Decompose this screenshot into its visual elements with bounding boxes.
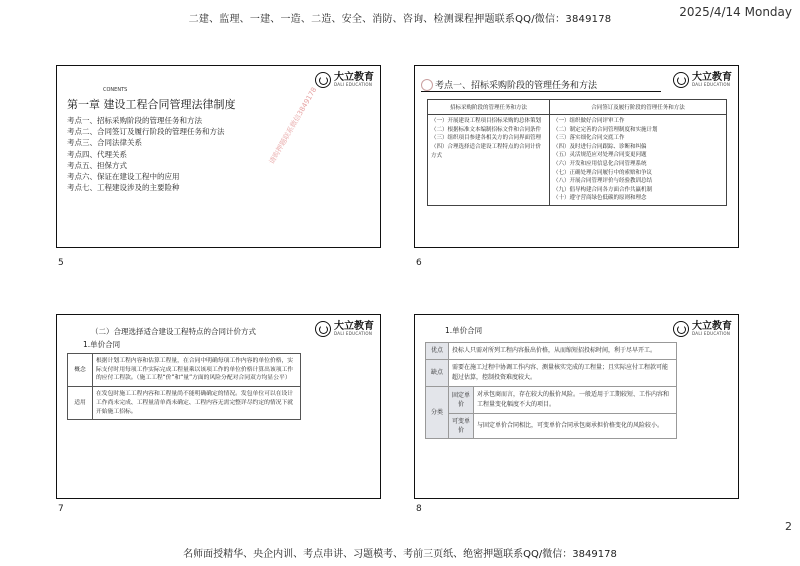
list-item: （二）制定完善的合同管理制度和实施计划 xyxy=(553,126,658,133)
table-row xyxy=(426,360,677,387)
logo-icon xyxy=(315,321,331,337)
logo-icon xyxy=(315,72,331,88)
list-item: （九）倡导构建合同各方面合作共赢机制 xyxy=(553,186,653,193)
slide-number: 7 xyxy=(58,504,64,514)
logo-cn: 大立教育 xyxy=(334,72,374,83)
row-key: 优点 xyxy=(426,343,449,360)
row-key: 可变单价 xyxy=(449,414,474,439)
topic-item: 考点三、合同法律关系 xyxy=(67,138,142,148)
table-header: 合同签订及履行阶段的管理任务和方法 xyxy=(550,100,727,115)
logo xyxy=(673,321,732,337)
pros-cons-table xyxy=(425,342,677,439)
table-header: 招标采购阶段的管理任务和方法 xyxy=(428,100,550,115)
table-row xyxy=(68,387,301,420)
watermark: 请购押题联系微信3849178 xyxy=(267,85,319,166)
slide-subtitle: 1.单价合同 xyxy=(445,326,483,335)
topic-item: 考点六、保证在建设工程中的应用 xyxy=(67,172,180,182)
slide-subtitle: 1.单价合同 xyxy=(83,340,121,349)
row-value: 在发包时施工工程内容和工程量尚不能明确确定的情况。发包单位可以在设计工作尚未完成、工程量清单尚未确定、工程内容无需完整详尽约定的情况下就开始施工招标。 xyxy=(93,387,301,420)
logo-cn: 大立教育 xyxy=(692,72,732,83)
list-item: （五）灵活规范应对处理合同变更问题 xyxy=(553,152,647,159)
slide-number: 5 xyxy=(58,258,64,268)
row-value: 投标人只需对所列工程内容报出价格，从而缩短招投标时间，利于尽早开工。 xyxy=(449,343,677,360)
table-row xyxy=(426,343,677,360)
topic-list xyxy=(67,115,225,193)
logo-cn: 大立教育 xyxy=(334,321,374,332)
topic-item: 考点二、合同签订及履行阶段的管理任务和方法 xyxy=(67,127,225,137)
list-item: （七）正确处理合同履行中的索赔和争议 xyxy=(553,169,653,176)
logo-en: DALI EDUCATION xyxy=(334,82,373,87)
list-item: （八）开展合同管理评价与经验教训总结 xyxy=(553,178,653,185)
header-notice: 二建、监理、一建、一造、二造、安全、消防、咨询、检测课程押题联系QQ/微信：3849178 xyxy=(188,14,612,25)
row-value: 根据计划工程内容和估算工程量，在合同中明确每项工作内容的单位价格，实际支付时用每项工作实际完成工程量乘以该项工作的单位价格计算出该项工作的应付工程款。（施工工程“价”和“量”方面的风险分配对合同双方均显公平） xyxy=(93,354,301,387)
row-key: 适用 xyxy=(68,387,93,420)
logo-icon xyxy=(673,72,689,88)
logo-en: DALI EDUCATION xyxy=(692,82,731,87)
logo xyxy=(315,72,374,88)
row-value: 需要在施工过程中协调工作内容、测量核实完成的工程量；且实际应付工程款可能超过估算，控制投资难度较大。 xyxy=(449,360,677,387)
list-item: （二）根据标准文本编制招标文件和合同条件 xyxy=(431,126,542,133)
logo xyxy=(673,72,732,88)
list-item: （三）落实细化合同交底工作 xyxy=(553,135,625,142)
logo-icon xyxy=(673,321,689,337)
table-row xyxy=(426,414,677,439)
topic-item: 考点一、招标采购阶段的管理任务和方法 xyxy=(67,116,202,125)
logo-en: DALI EDUCATION xyxy=(692,331,731,336)
list-item: （三）组织项目参建各相关方的合同界面管理 xyxy=(431,135,542,142)
row-value: 对承包商而言，存在较大的报价风险。一般适用于工期较短、工作内容和工程量变化幅度不大的项目。 xyxy=(474,387,677,414)
topic-item: 考点四、代理关系 xyxy=(67,149,127,159)
slide-number: 6 xyxy=(416,258,422,268)
slide-6 xyxy=(414,65,739,248)
classify-key: 分类 xyxy=(426,387,449,439)
list-item: （四）合理选择适合建设工程特点的合同计价方式 xyxy=(431,144,542,159)
row-key: 缺点 xyxy=(426,360,449,387)
table-row xyxy=(68,354,301,387)
slide-7 xyxy=(56,314,381,499)
list-item: （六）开发和应用信息化合同管理系统 xyxy=(553,160,647,167)
page-number: 2 xyxy=(785,520,792,533)
date-stamp: 2025/4/14 Monday xyxy=(679,5,792,19)
tasks-table xyxy=(427,99,727,206)
list-item: （十）遵守营商绿色低碳的原则和理念 xyxy=(553,195,647,202)
right-cell xyxy=(550,115,727,206)
topic-item: 考点五、担保方式 xyxy=(67,160,127,170)
list-item: （四）及时进行合同跟踪、诊断和纠偏 xyxy=(553,143,647,150)
row-key: 概念 xyxy=(68,354,93,387)
list-item: （一）组织做好合同评审工作 xyxy=(553,118,625,124)
logo xyxy=(315,321,374,337)
unit-price-table xyxy=(67,353,301,420)
row-value: 与固定单价合同相比，可变单价合同承包商承担价格变化的风险较小。 xyxy=(474,414,677,439)
chapter-title: 第一章 建设工程合同管理法律制度 xyxy=(67,98,236,111)
slide-title: （二）合理选择适合建设工程特点的合同计价方式 xyxy=(91,327,256,336)
list-item: （一）开展建设工程项目招标采购的总体策划 xyxy=(431,118,542,124)
footer-notice: 名师面授精华、央企内训、考点串讲、习题模考、考前三页纸、绝密押题联系QQ/微信：3849178 xyxy=(183,549,617,560)
left-cell xyxy=(428,115,550,206)
logo-cn: 大立教育 xyxy=(692,321,732,332)
logo-en: DALI EDUCATION xyxy=(334,331,373,336)
slide-5 xyxy=(56,65,381,248)
table-row xyxy=(426,387,677,414)
title-underline xyxy=(421,91,661,92)
swirl-icon xyxy=(421,79,433,91)
slide-number: 8 xyxy=(416,504,422,514)
slide-title xyxy=(421,78,597,91)
topic-item: 考点七、工程建设涉及的主要险种 xyxy=(67,183,180,193)
row-key: 固定单价 xyxy=(449,387,474,414)
slide-8 xyxy=(414,314,739,499)
contents-label: CONENTS xyxy=(103,87,128,93)
slide-title-text: 考点一、招标采购阶段的管理任务和方法 xyxy=(435,81,598,91)
